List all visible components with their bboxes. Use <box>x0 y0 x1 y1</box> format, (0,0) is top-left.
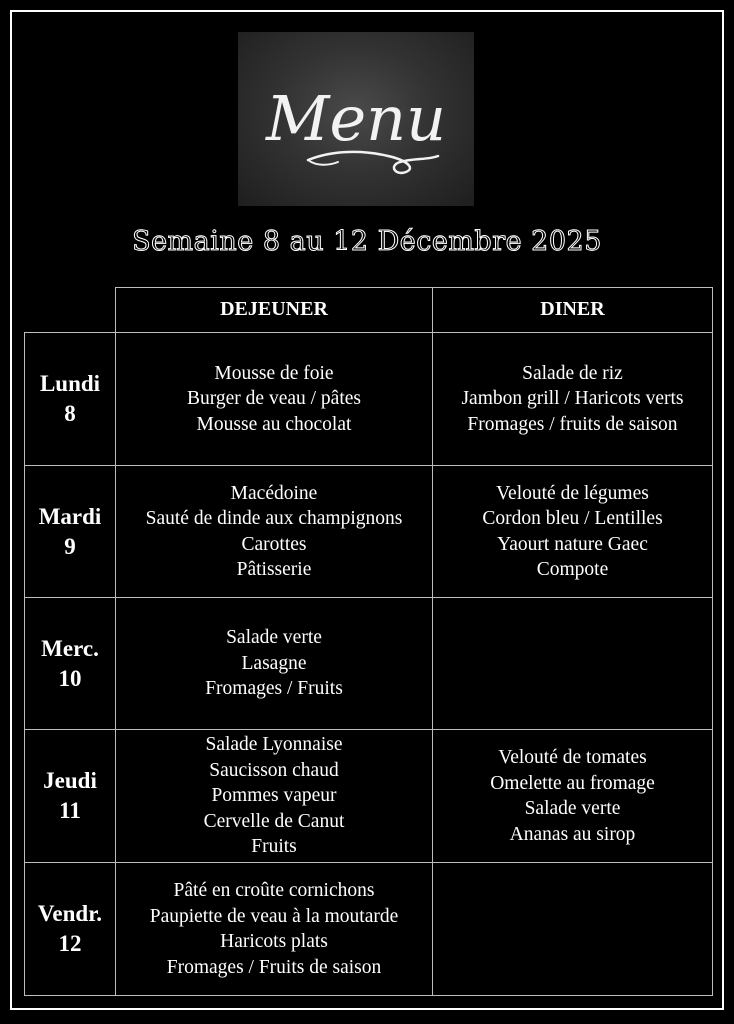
lunch-dish: Sauté de dinde aux champignons <box>145 508 403 529</box>
dinner-cell <box>433 466 713 598</box>
lunch-dish: Mousse au chocolat <box>196 413 352 435</box>
dinner-dish: Velouté de tomates <box>498 747 647 768</box>
day-row <box>25 598 713 730</box>
day-name: Jeudi <box>43 768 97 793</box>
lunch-dish: Carottes <box>241 533 307 555</box>
day-number: 12 <box>58 931 82 956</box>
day-name: Mardi <box>38 503 102 529</box>
dinner-dish: Yaourt nature Gaec <box>497 533 648 555</box>
lunch-dish: Salade Lyonnaise <box>205 734 343 756</box>
lunch-dish: Salade verte <box>226 627 322 649</box>
flourish-swash <box>308 152 438 173</box>
corner-cell <box>25 288 116 333</box>
dinner-column-header: DINER <box>433 288 713 333</box>
dinner-cell <box>433 333 713 466</box>
header-row <box>25 288 713 333</box>
lunch-cell <box>116 598 433 730</box>
lunch-dish: Haricots plats <box>220 931 328 952</box>
lunch-dish: Mousse de foie <box>214 362 334 384</box>
menu-body <box>25 333 713 996</box>
lunch-dish: Pâté en croûte cornichons <box>173 880 375 901</box>
lunch-dish: Cervelle de Canut <box>203 810 345 832</box>
lunch-cell <box>116 466 433 598</box>
lunch-dish: Fromages / Fruits de saison <box>166 956 382 978</box>
dinner-cell <box>433 598 713 730</box>
lunch-dish: Macédoine <box>230 482 318 504</box>
lunch-dish: Saucisson chaud <box>209 759 339 781</box>
dinner-dish: Velouté de légumes <box>496 482 649 504</box>
day-label <box>25 333 116 466</box>
dinner-dish: Salade verte <box>524 798 621 819</box>
dinner-dish: Compote <box>536 559 609 580</box>
dinner-dish: Cordon bleu / Lentilles <box>482 508 663 529</box>
day-row <box>25 466 713 598</box>
lunch-dish: Burger de veau / pâtes <box>187 388 361 410</box>
day-name: Vendr. <box>37 901 103 926</box>
lunch-cell <box>116 863 433 996</box>
week-subtitle: Semaine 8 au 12 Décembre 2025 <box>132 226 602 257</box>
lunch-column-header: DEJEUNER <box>116 288 433 333</box>
day-label <box>25 730 116 863</box>
lunch-dish: Pommes vapeur <box>211 785 337 807</box>
menu-logo-art <box>238 32 474 206</box>
dinner-dish: Jambon grill / Haricots verts <box>461 388 684 410</box>
dinner-dish: Ananas au sirop <box>509 823 636 845</box>
day-number: 11 <box>59 798 81 823</box>
dinner-dish: Fromages / fruits de saison <box>467 413 678 435</box>
day-number: 10 <box>58 665 82 691</box>
lunch-cell <box>116 333 433 466</box>
menu-table <box>24 287 713 996</box>
day-row <box>25 863 713 996</box>
dinner-cell <box>433 863 713 996</box>
day-name: Merc. <box>41 635 99 661</box>
menu-logo-text: Menu <box>265 82 447 155</box>
lunch-dish: Pâtisserie <box>236 559 312 580</box>
menu-logo <box>238 32 474 206</box>
lunch-dish: Paupiette de veau à la moutarde <box>149 905 399 927</box>
lunch-dish: Lasagne <box>241 652 307 674</box>
lunch-cell <box>116 730 433 863</box>
day-number: 9 <box>64 533 76 559</box>
day-label <box>25 863 116 996</box>
day-row <box>25 333 713 466</box>
dinner-cell <box>433 730 713 863</box>
day-label <box>25 466 116 598</box>
day-label <box>25 598 116 730</box>
dinner-dish: Omelette au fromage <box>490 772 655 794</box>
day-name: Lundi <box>39 371 101 396</box>
flourish-tail <box>308 160 338 165</box>
dinner-dish: Salade de riz <box>522 362 623 384</box>
lunch-dish: Fromages / Fruits <box>205 678 343 700</box>
day-number: 8 <box>64 401 76 426</box>
day-row <box>25 730 713 863</box>
lunch-dish: Fruits <box>251 836 297 858</box>
